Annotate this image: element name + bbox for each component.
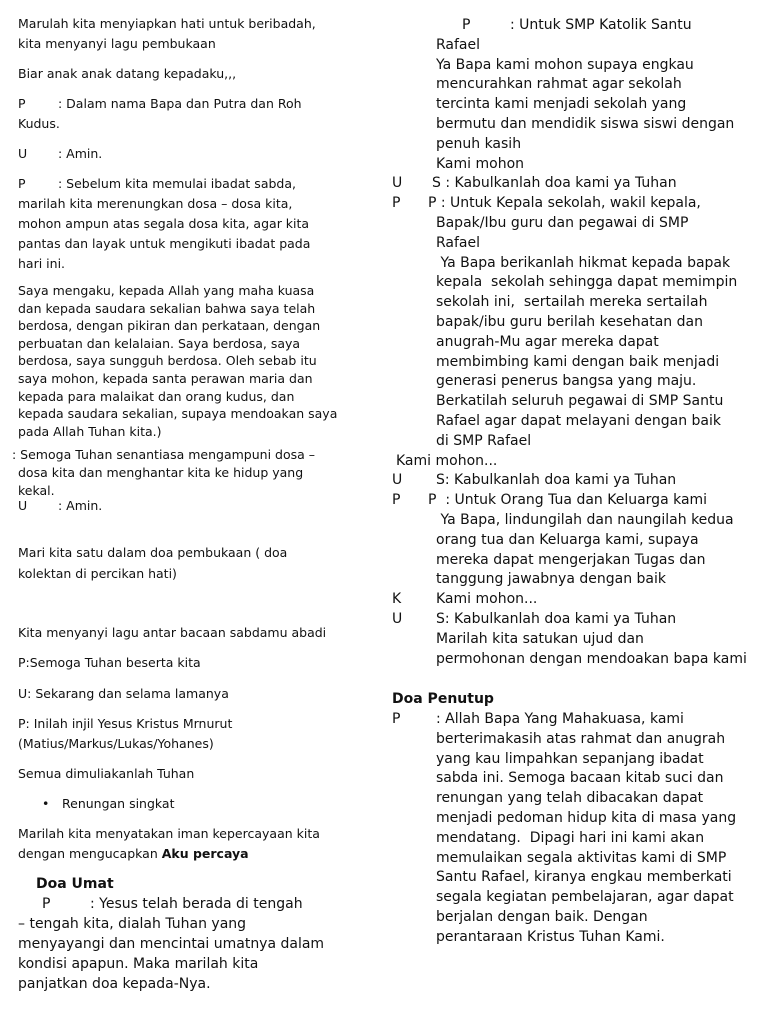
text-line: berdosa, saya sungguh berdosa. Oleh sebab itu: [18, 353, 317, 369]
text-line: anugrah-Mu agar mereka dapat: [436, 333, 659, 350]
text-line: saya mohon, kepada santa perawan maria dan: [18, 371, 313, 386]
text-line: hari ini.: [18, 256, 66, 271]
text-line: menjadi pedoman hidup kita di masa yang: [436, 810, 737, 826]
text-line: P: Inilah injil Yesus Kristus Mrnurut: [18, 716, 233, 731]
speaker-label: P: [392, 195, 401, 212]
text-line: bapak/ibu guru berilah kesehatan dan: [436, 314, 703, 330]
text-span: dengan mengucapkan: [18, 846, 162, 861]
text-line: perantaraan Kristus Tuhan Kami.: [436, 928, 665, 945]
text-line: Santu Rafael, kiranya engkau memberkati: [436, 869, 732, 886]
text-line: pantas dan layak untuk mengikuti ibadat pada: [18, 236, 311, 251]
text-line: sabda ini. Semoga bacaan kitab suci dan: [436, 770, 724, 787]
text-line: Kami mohon: [436, 155, 525, 172]
text-line: Ya Bapa berikanlah hikmat kepada bapak: [436, 254, 731, 271]
speaker-label: P: [18, 96, 26, 111]
text-line: P : Untuk Kepala sekolah, wakil kepala,: [428, 195, 701, 212]
text-line: kepada para malaikat dan orang kudus, dan: [18, 388, 295, 404]
speaker-label: P: [42, 896, 51, 912]
text-line: Semua dimuliakanlah Tuhan: [18, 766, 195, 781]
text-line: dan kepada saudara sekalian bahwa saya telah: [18, 300, 316, 316]
text-line: (Matius/Markus/Lukas/Yohanes): [18, 736, 214, 751]
text-line: kekal.: [18, 483, 55, 498]
text-line: kita menyanyi lagu pembukaan: [18, 36, 216, 51]
text-line: renungan yang telah dibacakan dapat: [436, 790, 704, 807]
section-heading: Doa Penutup: [392, 691, 494, 707]
text-line: tercinta kami menjadi sekolah yang: [436, 96, 687, 113]
text-line: S: Kabulkanlah doa kami ya Tuhan: [436, 472, 677, 489]
text-line: : Dalam nama Bapa dan Putra dan Roh: [58, 96, 302, 111]
speaker-label: U: [18, 498, 28, 513]
text-line: : Allah Bapa Yang Mahakuasa, kami: [436, 711, 684, 727]
text-line: mereka dapat mengerjakan Tugas dan: [436, 551, 706, 568]
text-line: mohon ampun atas segala dosa kita, agar kita: [18, 216, 310, 231]
text-line: permohonan dengan mendoakan bapa kami: [436, 650, 747, 667]
text-line: P : Untuk Orang Tua dan Keluarga kami: [428, 492, 708, 509]
text-line: perbuatan dan kelalaian. Saya berdosa, saya: [18, 335, 301, 351]
text-line: Bapak/Ibu guru dan pegawai di SMP: [436, 215, 689, 231]
text-line: : Semoga Tuhan senantiasa mengampuni dosa –: [12, 447, 315, 462]
speaker-label: P: [462, 17, 471, 33]
section-heading: Doa Umat: [36, 876, 114, 892]
speaker-label: U: [18, 146, 28, 161]
text-line: Kami mohon...: [436, 591, 538, 608]
text-line: kepada saudara sekalian, supaya mendoakan saya: [18, 406, 338, 422]
speaker-label: P: [18, 176, 26, 191]
text-line: : Amin.: [58, 146, 103, 161]
text-line: Biar anak anak datang kepadaku,,,: [18, 66, 237, 81]
text-line: berdosa, dengan pikiran dan perkataan, dengan: [18, 318, 321, 334]
text-line: menyayangi dan mencintai umatnya dalam: [18, 936, 325, 952]
text-line: kepala sekolah sehingga dapat memimpin: [436, 274, 738, 291]
text-line: Kudus.: [18, 116, 60, 131]
text-line: Marilah kita satukan ujud dan: [436, 630, 644, 647]
text-line: Ya Bapa kami mohon supaya engkau: [436, 56, 694, 73]
text-line: mencurahkan rahmat agar sekolah: [436, 76, 682, 93]
text-line: berjalan dengan baik. Dengan: [436, 909, 648, 925]
text-line: Ya Bapa, lindungilah dan naungilah kedua: [436, 512, 734, 528]
text-line: Marulah kita menyiapkan hati untuk beribadah,: [18, 16, 316, 31]
text-line: S: Kabulkanlah doa kami ya Tuhan: [436, 611, 677, 627]
speaker-label: K: [392, 591, 402, 608]
text-line: sekolah ini, sertailah mereka sertailah: [436, 294, 708, 311]
text-line: berterimakasih atas rahmat dan anugrah: [436, 730, 726, 747]
text-line: yang kau limpahkan sepanjang ibadat: [436, 750, 704, 767]
text-line: Renungan singkat: [62, 796, 175, 811]
text-line: membimbing kami dengan baik menjadi: [436, 353, 720, 370]
text-line: orang tua dan Keluarga kami, supaya: [436, 531, 699, 548]
speaker-label: U: [392, 611, 403, 627]
speaker-label: P: [392, 711, 401, 727]
text-line: tanggung jawabnya dengan baik: [436, 571, 666, 588]
text-line: Kita menyanyi lagu antar bacaan sabdamu abadi: [18, 625, 327, 640]
text-line: : Yesus telah berada di tengah: [90, 896, 303, 912]
text-line: pada Allah Tuhan kita.): [18, 423, 162, 439]
text-line: penuh kasih: [436, 135, 522, 152]
text-line: Rafael: [436, 36, 481, 53]
bullet-icon: •: [42, 796, 50, 811]
speaker-label: P: [392, 492, 401, 509]
text-line: [18, 844, 249, 864]
text-line: marilah kita merenungkan dosa – dosa kita,: [18, 196, 293, 211]
text-line: di SMP Rafael: [436, 432, 532, 449]
text-line: U: Sekarang dan selama lamanya: [18, 686, 229, 701]
text-line: : Amin.: [58, 498, 103, 513]
text-line: P:Semoga Tuhan beserta kita: [18, 655, 201, 670]
text-line: Mari kita satu dalam doa pembukaan ( doa: [18, 545, 288, 560]
text-line: Rafael: [436, 234, 481, 251]
text-line: Rafael agar dapat melayani dengan baik: [436, 413, 722, 429]
text-line: kondisi apapun. Maka marilah kita: [18, 956, 259, 972]
text-line: Saya mengaku, kepada Allah yang maha kuasa: [18, 283, 315, 298]
text-line: bermutu dan mendidik siswa siswi dengan: [436, 116, 735, 132]
text-line: Berkatilah seluruh pegawai di SMP Santu: [436, 393, 724, 410]
text-line: : Sebelum kita memulai ibadat sabda,: [58, 176, 296, 191]
text-line: segala kegiatan pembelajaran, agar dapat: [436, 889, 734, 906]
speaker-label: U: [392, 472, 403, 489]
text-line: Marilah kita menyatakan iman kepercayaan kita: [18, 826, 320, 841]
bold-span: Aku percaya: [161, 846, 249, 861]
speaker-label: U: [392, 175, 403, 192]
text-line: S : Kabulkanlah doa kami ya Tuhan: [432, 175, 677, 192]
text-line: generasi penerus bangsa yang maju.: [436, 373, 697, 390]
text-line: – tengah kita, dialah Tuhan yang: [18, 916, 247, 932]
text-line: memulaikan segala aktivitas kami di SMP: [436, 849, 727, 866]
text-line: : Untuk SMP Katolik Santu: [510, 17, 692, 33]
text-line: Kami mohon...: [396, 452, 498, 469]
text-line: mendatang. Dipagi hari ini kami akan: [436, 829, 705, 846]
text-line: kolektan di percikan hati): [18, 566, 177, 581]
text-line: panjatkan doa kepada-Nya.: [18, 976, 211, 992]
text-line: dosa kita dan menghantar kita ke hidup yang: [18, 465, 304, 480]
